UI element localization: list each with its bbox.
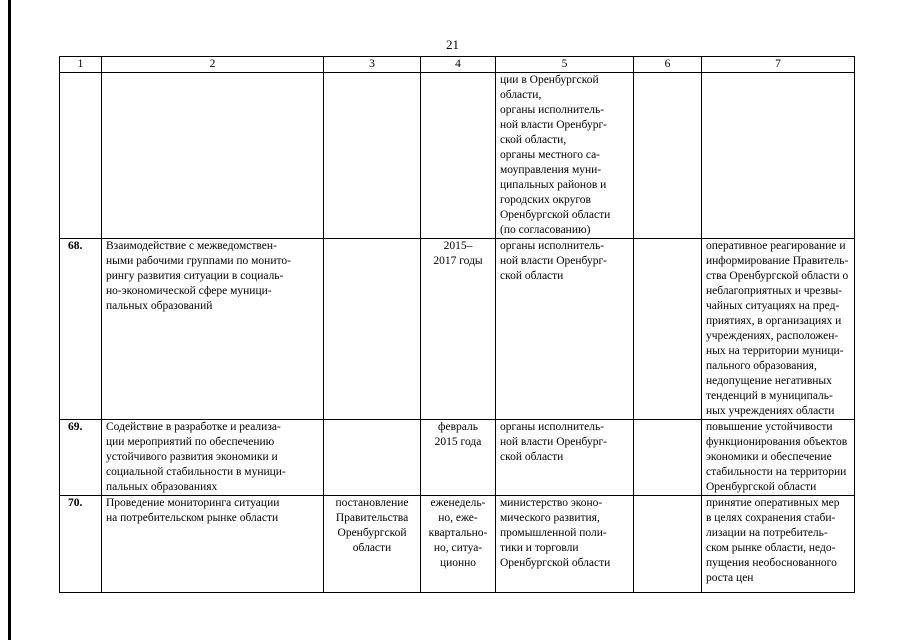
row-document: постановление Правительства Оренбургской области (324, 496, 421, 593)
row-source (634, 73, 702, 239)
header-cell: 5 (496, 57, 634, 73)
row-source (634, 496, 702, 593)
row-number: 69. (60, 420, 102, 496)
row-action: Взаимодействие с межведомствен- ными рабочими группами по монито- рингу развития ситуации в социаль- но-экономической сфере муници- пальных образований (102, 239, 324, 420)
row-number: 70. (60, 496, 102, 593)
row-executors: ции в Оренбургской области, органы исполнитель- ной власти Оренбург- ской области, органы местного са- моуправления муни- ципальных районов и городских округов Оренбургской области (по согласованию) (496, 73, 634, 239)
header-row (60, 57, 855, 73)
row-source (634, 420, 702, 496)
row-term: февраль 2015 года (421, 420, 496, 496)
row-result (702, 73, 855, 239)
row-executors: министерство эконо- мического развития, промышленной поли- тики и торговли Оренбургской области (496, 496, 634, 593)
row-action (102, 73, 324, 239)
header-cell: 6 (634, 57, 702, 73)
row-action: Проведение мониторинга ситуации на потребительском рынке области (102, 496, 324, 593)
row-executors: органы исполнитель- ной власти Оренбург- ской области (496, 239, 634, 420)
row-number (60, 73, 102, 239)
table-row (60, 420, 855, 496)
row-result: повышение устойчивости функционирования объектов экономики и обеспечение стабильности на территории Оренбургской области (702, 420, 855, 496)
row-term: 2015– 2017 годы (421, 239, 496, 420)
page-edge-rule (8, 0, 11, 640)
table-row (60, 496, 855, 593)
table-row (60, 73, 855, 239)
row-document (324, 239, 421, 420)
row-term (421, 73, 496, 239)
header-cell: 2 (102, 57, 324, 73)
row-action: Содействие в разработке и реализа- ции мероприятий по обеспечению устойчивого развития экономики и социальной стабильности в муници- пальных образованиях (102, 420, 324, 496)
page-number: 21 (446, 37, 459, 52)
row-source (634, 239, 702, 420)
header-cell: 4 (421, 57, 496, 73)
header-cell: 7 (702, 57, 855, 73)
row-executors: органы исполнитель- ной власти Оренбург- ской области (496, 420, 634, 496)
header-cell: 3 (324, 57, 421, 73)
row-result: оперативное реагирование и информирование Правитель- ства Оренбургской области о неблагоприятных и чрезвы- чайных ситуациях на пред- приятиях, в организациях и учреждениях, расположен- ных на территории муници- пального образования, недопущение негативных тенденций в муниципаль- ных учреждениях области (702, 239, 855, 420)
plan-table (59, 56, 855, 593)
row-document (324, 73, 421, 239)
row-result: принятие оперативных мер в целях сохранения стаби- лизации на потребитель- ском рынке области, недо- пущения необоснованного роста цен (702, 496, 855, 593)
row-document (324, 420, 421, 496)
header-cell: 1 (60, 57, 102, 73)
row-term: еженедель- но, еже- квартально- но, ситуа- ционно (421, 496, 496, 593)
row-number: 68. (60, 239, 102, 420)
table-row (60, 239, 855, 420)
